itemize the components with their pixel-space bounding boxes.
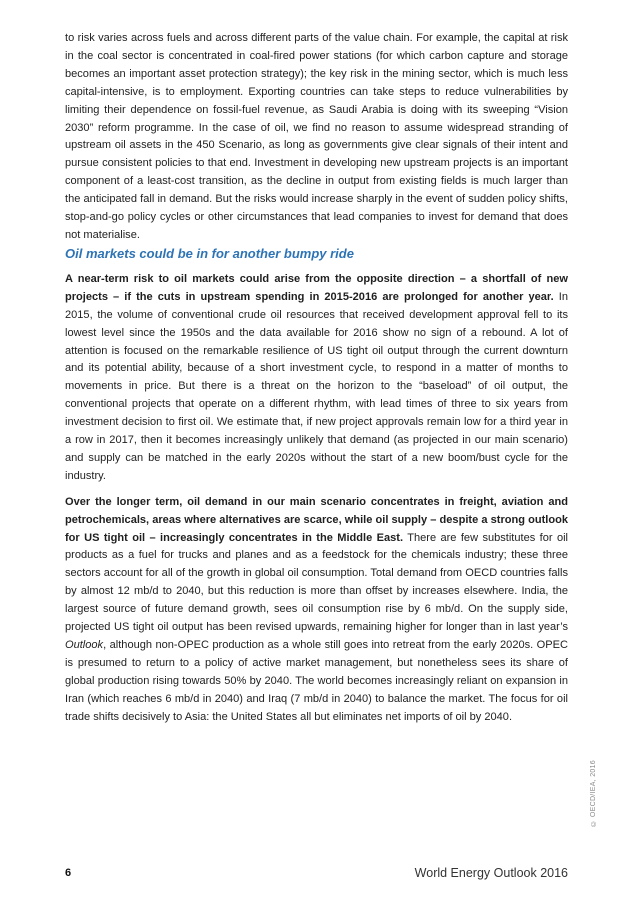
publication-title: World Energy Outlook 2016 — [414, 866, 568, 880]
paragraph-3-body-a: There are few substitutes for oil products as a fuel for trucks and planes and as a feedstock for the chemicals industry; these three sectors account for all of the growth in global oil consumption. Total demand from OECD countries falls by almost 12 mb/d to 2040, but this reduction is more than offset by increases elsewhere. India, the largest source of future demand growth, sees oil consumption rise by 6 mb/d. On the supply side, projected US tight oil output has been revised upwards, remaining higher for longer than in last year’s — [65, 531, 568, 634]
outlook-italic: Outlook — [65, 639, 104, 651]
paragraph-1: to risk varies across fuels and across different parts of the value chain. For example, the capital at risk in the coal sector is concentrated in coal-fired power stations (for which carbon capture and storage becomes an important asset protection strategy); the key risk in the mining sector, which is much less capital-intensive, is to employment. Exporting countries can take steps to reduce vulnerabilities by limiting their dependence on fossil-fuel revenue, as Saudi Arabia is doing with its sweeping “Vision 2030” reform programme. In the case of oil, we find no reason to assume widespread stranding of upstream oil assets in the 450 Scenario, as long as governments give clear signals of their intent and pursue consistent policies to that end. Investment in developing new upstream projects is an important component of a least-cost transition, as the decline in output from existing fields is much larger than the anticipated fall in demand. But the risks would increase sharply in the event of sudden policy shifts, stop-and-go policy cycles or other circumstances that lead companies to invest for demand that does not materialise. — [65, 32, 568, 241]
paragraph-3 — [65, 494, 568, 727]
section-heading: Oil markets could be in for another bumpy ride — [65, 245, 354, 261]
paragraph-3-lead: Over the longer term, oil demand in our main scenario concentrates in freight, aviation and petrochemicals, areas where alternatives are scarce, while oil supply – despite a strong outlook for US tight oil – increasingly concentrates in the Middle East. — [65, 495, 568, 544]
paragraph-2-lead: A near-term risk to oil markets could arise from the opposite direction – a shortfall of new projects – if the cuts in upstream spending in 2015-2016 are prolonged for another year. — [65, 272, 568, 303]
paragraph-2-body: In 2015, the volume of conventional crude oil resources that received development approval fell to its lowest level since the 1950s and the data available for 2016 show no sign of a rebound. A lot of attention is focused on the remarkable resilience of US tight oil output through the current downturn and its potential ability, because of a short investment cycle, to respond in a matter of months to movements in price. But there is a threat on the horizon to the “baseload” of oil output, the conventional projects that operate on a different rhythm, with lead times of three to six years from investment decision to first oil. We estimate that, if new project approvals remain low for a third year in a row in 2017, then it becomes increasingly unlikely that demand (as projected in our main scenario) and supply can be matched in the early 2020s without the start of a new boom/bust cycle for the industry. — [65, 290, 568, 482]
page-footer — [65, 867, 568, 883]
paragraph-2 — [65, 271, 568, 486]
paragraph-3-body-b: , although non-OPEC production as a whole still goes into retreat from the early 2020s. OPEC is presumed to return to a policy of active market management, but nonetheless sees its share of global production rising towards 50% by 2040. The world becomes increasingly reliant on expansion in Iran (which reaches 6 mb/d in 2040) and Iraq (7 mb/d in 2040) to balance the market. The focus for oil trade shifts decisively to Asia: the United States all but eliminates net imports of oil by 2040. — [65, 639, 568, 723]
page-number: 6 — [65, 867, 72, 879]
page-body — [65, 30, 568, 727]
copyright-notice: © OECD/IEA, 2016 — [590, 760, 597, 827]
